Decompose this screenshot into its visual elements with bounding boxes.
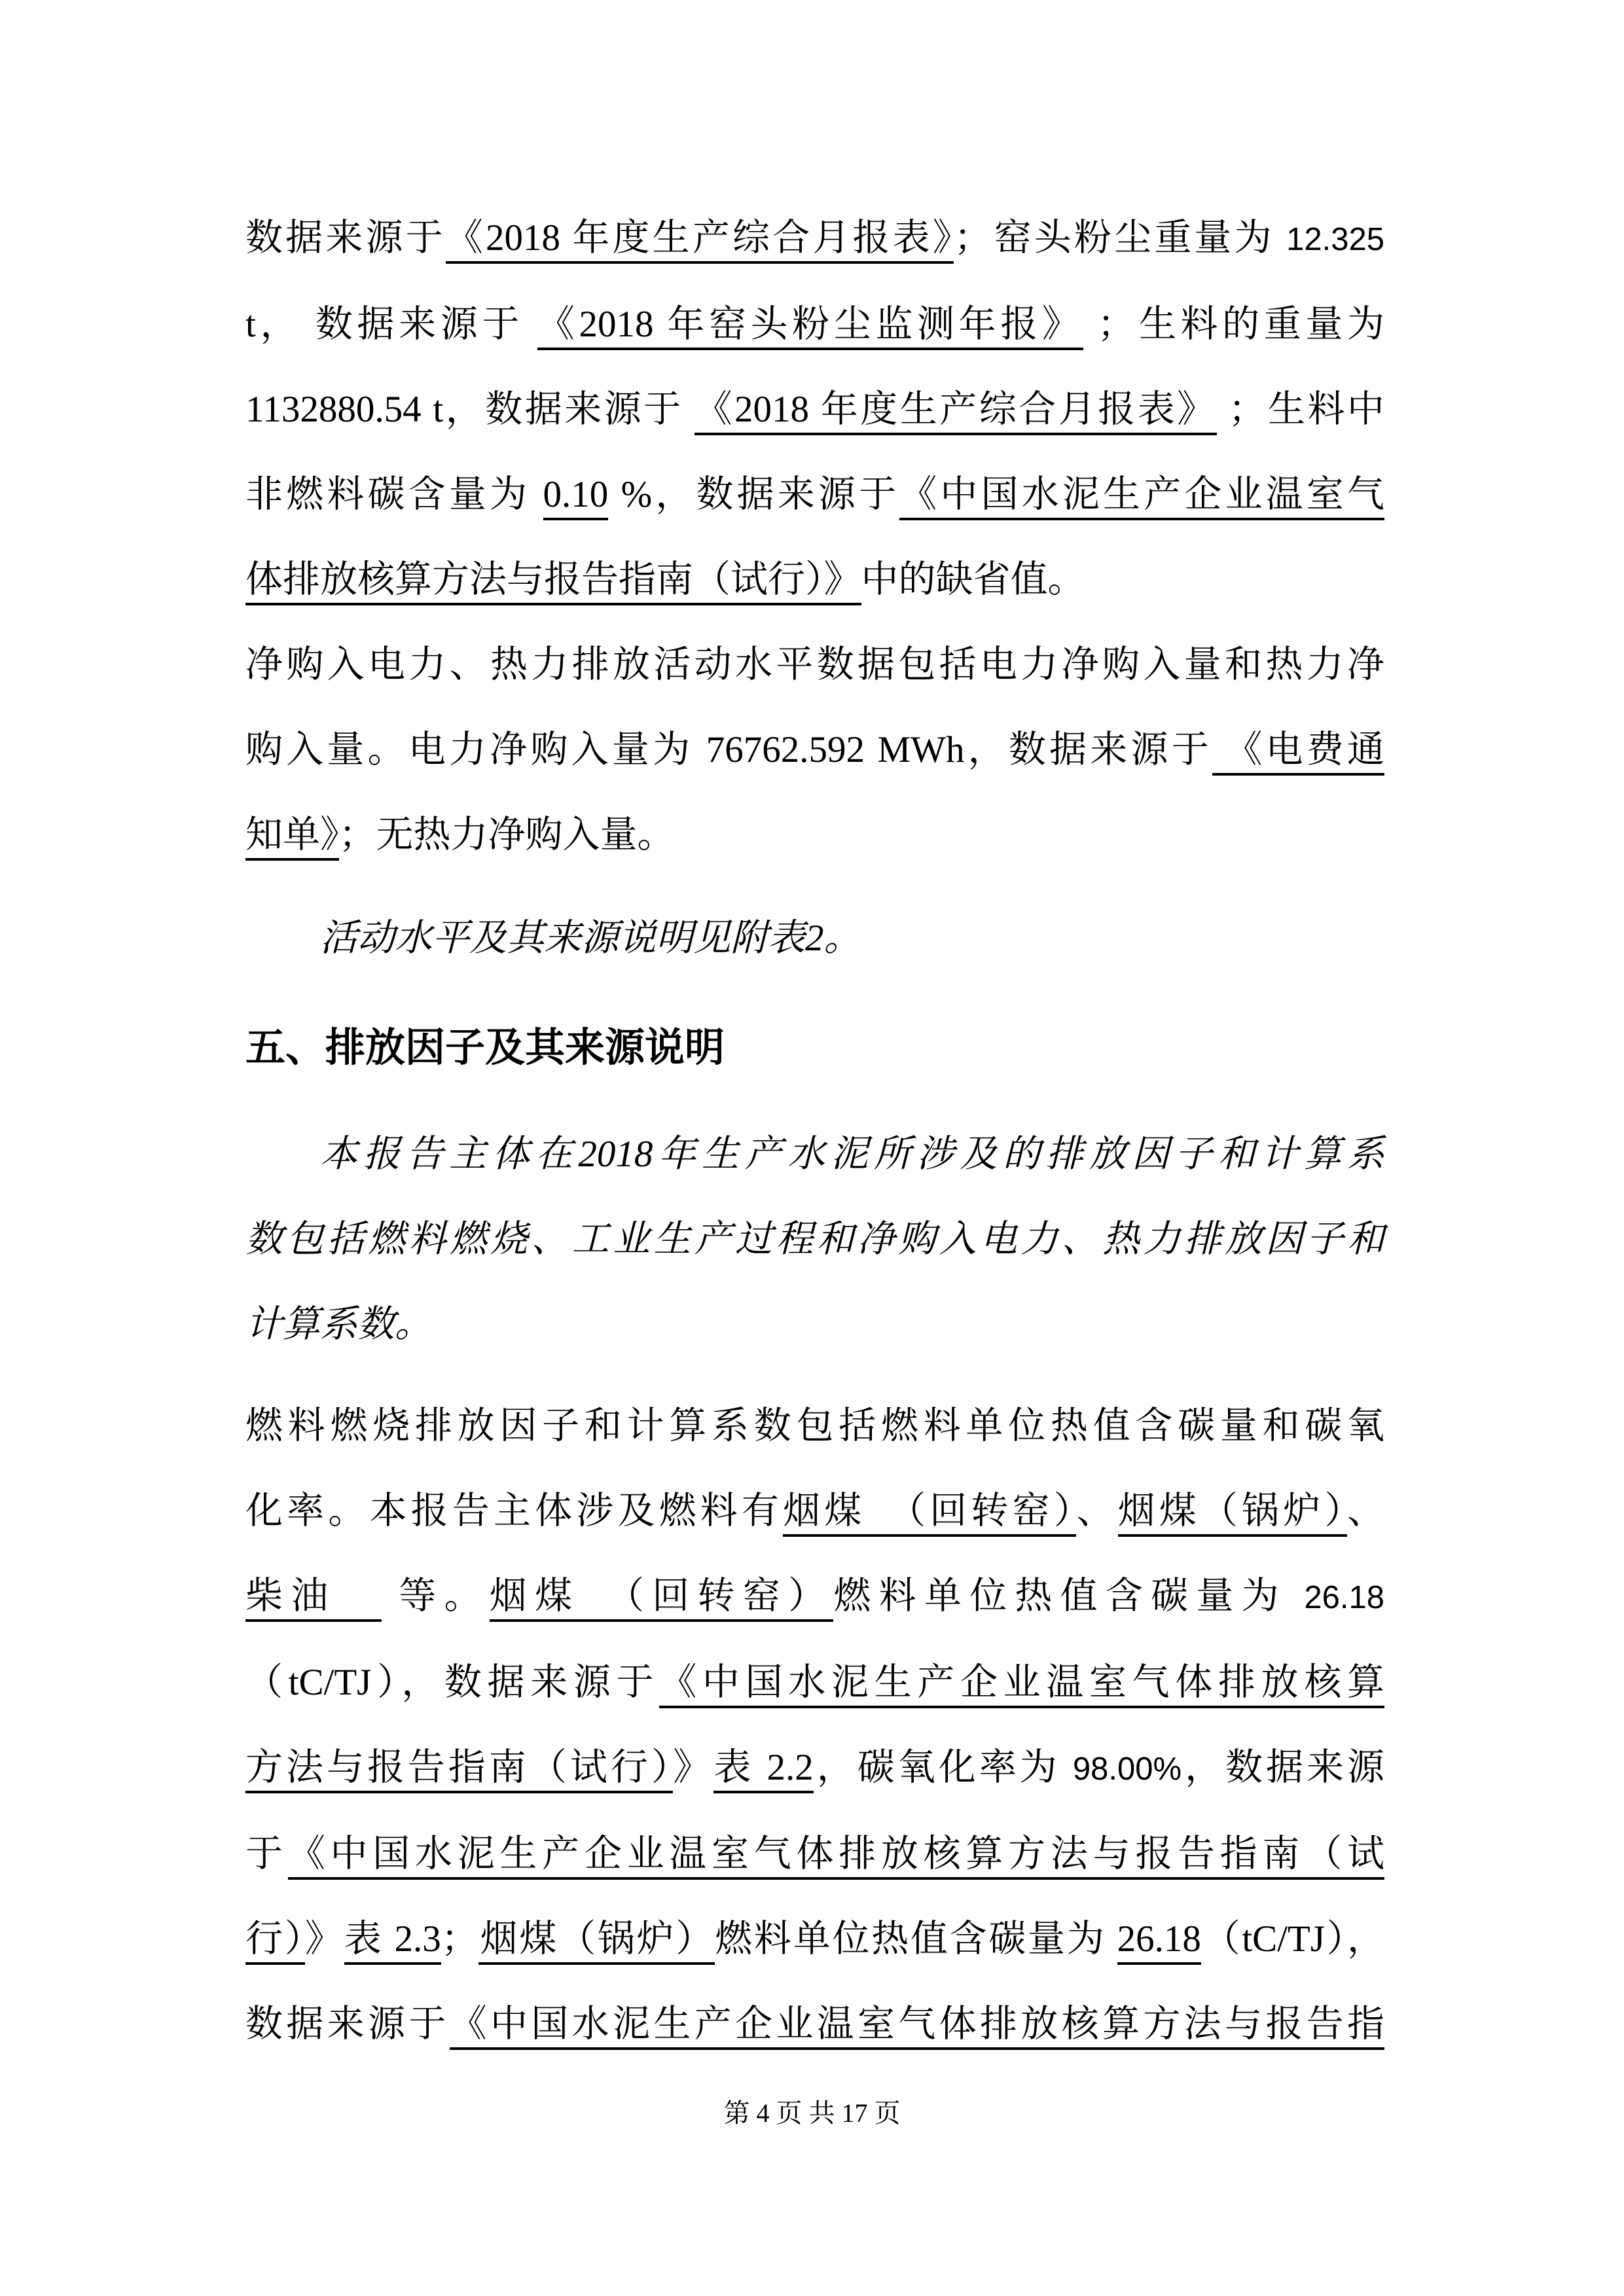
text-line <box>245 1282 1384 1367</box>
text-run: %，数据来源于 <box>608 474 900 515</box>
text-run: ； <box>441 1918 478 1960</box>
text-run: （tC/TJ）， <box>1200 1918 1385 1960</box>
text-run: 活动水平及其来源说明见附表2。 <box>320 918 861 959</box>
underlined-text-run: 烟煤（锅炉） <box>478 1918 715 1965</box>
text-run: 数包括燃料燃烧、工业生产过程和净购入电力、热力排放因子和 <box>245 1219 1384 1260</box>
text-run: 净购入电力、热力排放活动水平数据包括电力净购入量和热力净 <box>245 644 1384 685</box>
paragraph-fuel-combustion-factors <box>245 1384 1384 2067</box>
text-run: 、 <box>1076 1490 1118 1532</box>
text-run: 燃料单位热值含碳量为 <box>715 1918 1117 1960</box>
underlined-text-run: 《中国水泥生产企业温室气体排放核算方法与报告指 <box>450 2003 1384 2050</box>
text-run: 非燃料碳含量为 <box>245 474 543 515</box>
text-run: ；窑头粉尘重量为 <box>954 217 1287 259</box>
underlined-text-run: 行） <box>245 1918 305 1965</box>
text-line <box>245 1554 1384 1640</box>
underlined-text-run: 《2018 年度生产综合月报表》 <box>446 217 954 264</box>
text-line <box>245 1982 1384 2067</box>
text-run: ，数据来源 <box>1182 1747 1385 1788</box>
underlined-text-run: 表 2.2 <box>713 1747 813 1793</box>
underlined-text-run: 烟煤（锅炉） <box>1118 1490 1347 1537</box>
text-line <box>245 896 1384 981</box>
text-line <box>245 196 1384 282</box>
text-run: 燃料燃烧排放因子和计算系数包括燃料单位热值含碳量和碳氧 <box>245 1405 1384 1446</box>
text-run: 本报告主体在2018年生产水泥所涉及的排放因子和计算系 <box>320 1134 1384 1175</box>
underlined-text-run: 26.18 <box>1117 1918 1201 1965</box>
underlined-text-run: 《2018 年度生产综合月报表》 <box>695 389 1216 435</box>
underlined-text-run: 0.10 <box>543 474 609 520</box>
paragraph-activity-level-data <box>245 196 1384 878</box>
underlined-text-run: 表 2.3 <box>344 1918 441 1965</box>
text-line <box>245 367 1384 452</box>
text-line <box>245 1384 1384 1469</box>
underlined-text-run: 柴油 <box>245 1575 382 1622</box>
text-run: ，碳氧化率为 <box>813 1747 1073 1788</box>
underlined-text-run: 《电费通 <box>1212 729 1384 776</box>
text-line <box>245 1112 1384 1197</box>
underlined-text-run: 烟煤 （回转窑） <box>783 1490 1076 1537</box>
underlined-text-run: 烟煤 （回转窑） <box>490 1575 834 1622</box>
text-line <box>245 1197 1384 1282</box>
text-run: ；无热力净购入量。 <box>338 814 675 855</box>
text-line <box>245 708 1384 793</box>
text-line <box>245 793 1384 878</box>
text-run: 98.00% <box>1072 1751 1182 1787</box>
page-number-footer: 第 4 页 共 17 页 <box>723 2098 901 2128</box>
text-run: t， 数据来源于 <box>245 304 537 345</box>
text-run: 等。 <box>381 1575 490 1617</box>
text-run: 12.325 <box>1286 222 1385 257</box>
text-line <box>245 1725 1384 1812</box>
text-line <box>245 1812 1384 1897</box>
text-run: （tC/TJ），数据来源于 <box>245 1662 660 1703</box>
text-line <box>245 1640 1384 1725</box>
text-line <box>245 452 1384 537</box>
paragraph-activity-note <box>245 896 1384 981</box>
text-run: 中的缺省值。 <box>861 559 1085 600</box>
text-run: 、 <box>1347 1490 1385 1532</box>
text-run: 燃料单位热值含碳量为 <box>833 1575 1305 1617</box>
underlined-text-run: 体排放核算方法与报告指南（试行）》 <box>245 559 861 605</box>
text-run: 购入量。电力净购入量为 76762.592 MWh，数据来源于 <box>245 729 1212 770</box>
underlined-text-run: 方法与报告指南（试行） <box>245 1747 673 1793</box>
text-run: 26.18 <box>1304 1580 1385 1615</box>
text-run: 化率。本报告主体涉及燃料有 <box>245 1490 784 1532</box>
underlined-text-run: 《2018 年窑头粉尘监测年报》 <box>537 304 1084 350</box>
underlined-text-run: 《中国水泥生产企业温室气体排放核算 <box>659 1662 1384 1708</box>
text-run: 计算系数。 <box>245 1304 432 1345</box>
text-line <box>245 622 1384 708</box>
text-line <box>245 1469 1384 1554</box>
text-run: 数据来源于 <box>245 217 446 259</box>
text-run: 于 <box>245 1833 288 1874</box>
text-run: 》 <box>673 1747 714 1788</box>
text-run: 数据来源于 <box>245 2003 450 2045</box>
text-run: ；生料的重量为 <box>1083 304 1385 345</box>
text-line <box>245 282 1384 367</box>
paragraph-emission-factor-intro <box>245 1112 1384 1367</box>
text-run: ；生料中 <box>1216 389 1385 430</box>
text-run: 1132880.54 t，数据来源于 <box>245 389 695 430</box>
text-line <box>245 537 1384 622</box>
underlined-text-run: 《中国水泥生产企业温室气 <box>899 474 1384 520</box>
section-heading: 五、排放因子及其来源说明 <box>245 1025 725 1069</box>
text-line <box>245 1897 1384 1982</box>
text-run: 》 <box>305 1918 344 1960</box>
underlined-text-run: 《中国水泥生产企业温室气体排放核算方法与报告指南（试 <box>288 1833 1384 1880</box>
underlined-text-run: 知单》 <box>245 814 339 861</box>
